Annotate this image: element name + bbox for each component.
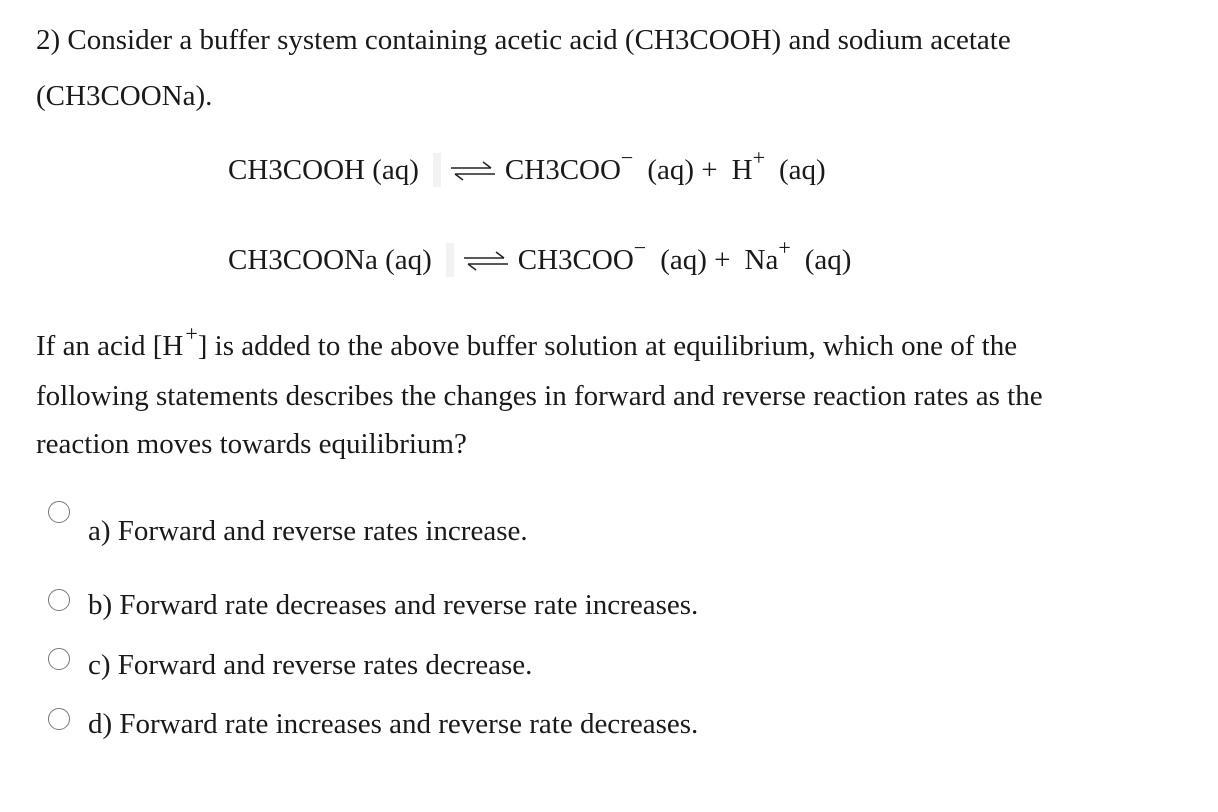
stem-charge: +	[185, 321, 198, 346]
eq2-anion-phase: (aq) +	[660, 243, 731, 276]
eq1-cation-charge: +	[752, 145, 766, 170]
equilibrium-equation-2	[228, 236, 851, 284]
question-stem	[36, 322, 1136, 468]
eq2-cation: Na	[744, 243, 779, 276]
equilibrium-arrow-icon	[447, 155, 499, 185]
eq2-cation-charge: +	[778, 235, 791, 260]
option-b-label[interactable]: b) Forward rate decreases and reverse rate increases.	[88, 589, 699, 621]
equilibrium-equation-1	[228, 146, 826, 194]
eq1-anion-phase: (aq) +	[647, 153, 718, 186]
equilibrium-arrow-icon	[460, 245, 512, 275]
eq2-cation-phase: (aq)	[804, 243, 852, 276]
eq2-anion-charge: −	[633, 235, 647, 260]
option-b-radio[interactable]	[48, 589, 70, 611]
option-c-radio[interactable]	[48, 648, 70, 670]
eq2-reactant: CH3COONa (aq)	[228, 243, 432, 276]
option-a-label[interactable]: a) Forward and reverse rates increase.	[88, 515, 528, 547]
option-a-radio[interactable]	[48, 501, 70, 523]
option-d-radio[interactable]	[48, 708, 70, 730]
eq1-product-anion: CH3COO	[504, 153, 621, 186]
eq2-product-anion: CH3COO	[517, 243, 634, 276]
stem-text-before: If an acid [H	[36, 330, 184, 362]
eq1-cation: H	[731, 153, 753, 186]
eq1-anion-charge: −	[620, 145, 634, 170]
eq1-cation-phase: (aq)	[779, 153, 826, 186]
option-c-label[interactable]: c) Forward and reverse rates decrease.	[88, 649, 533, 681]
eq1-blank-box	[433, 153, 441, 187]
eq1-reactant: CH3COOH (aq)	[228, 153, 419, 186]
option-d-label[interactable]: d) Forward rate increases and reverse rate decreases.	[88, 708, 699, 740]
question-intro: 2) Consider a buffer system containing acetic acid (CH3COOH) and sodium acetate (CH3COONa).	[36, 24, 1011, 112]
stem-text-after: ] is added to the above buffer solution at equilibrium, which one of the following statements describes the changes in forward and reverse reaction rates as the reaction moves towards equilibrium?	[36, 330, 1043, 460]
eq2-blank-box	[446, 243, 454, 277]
